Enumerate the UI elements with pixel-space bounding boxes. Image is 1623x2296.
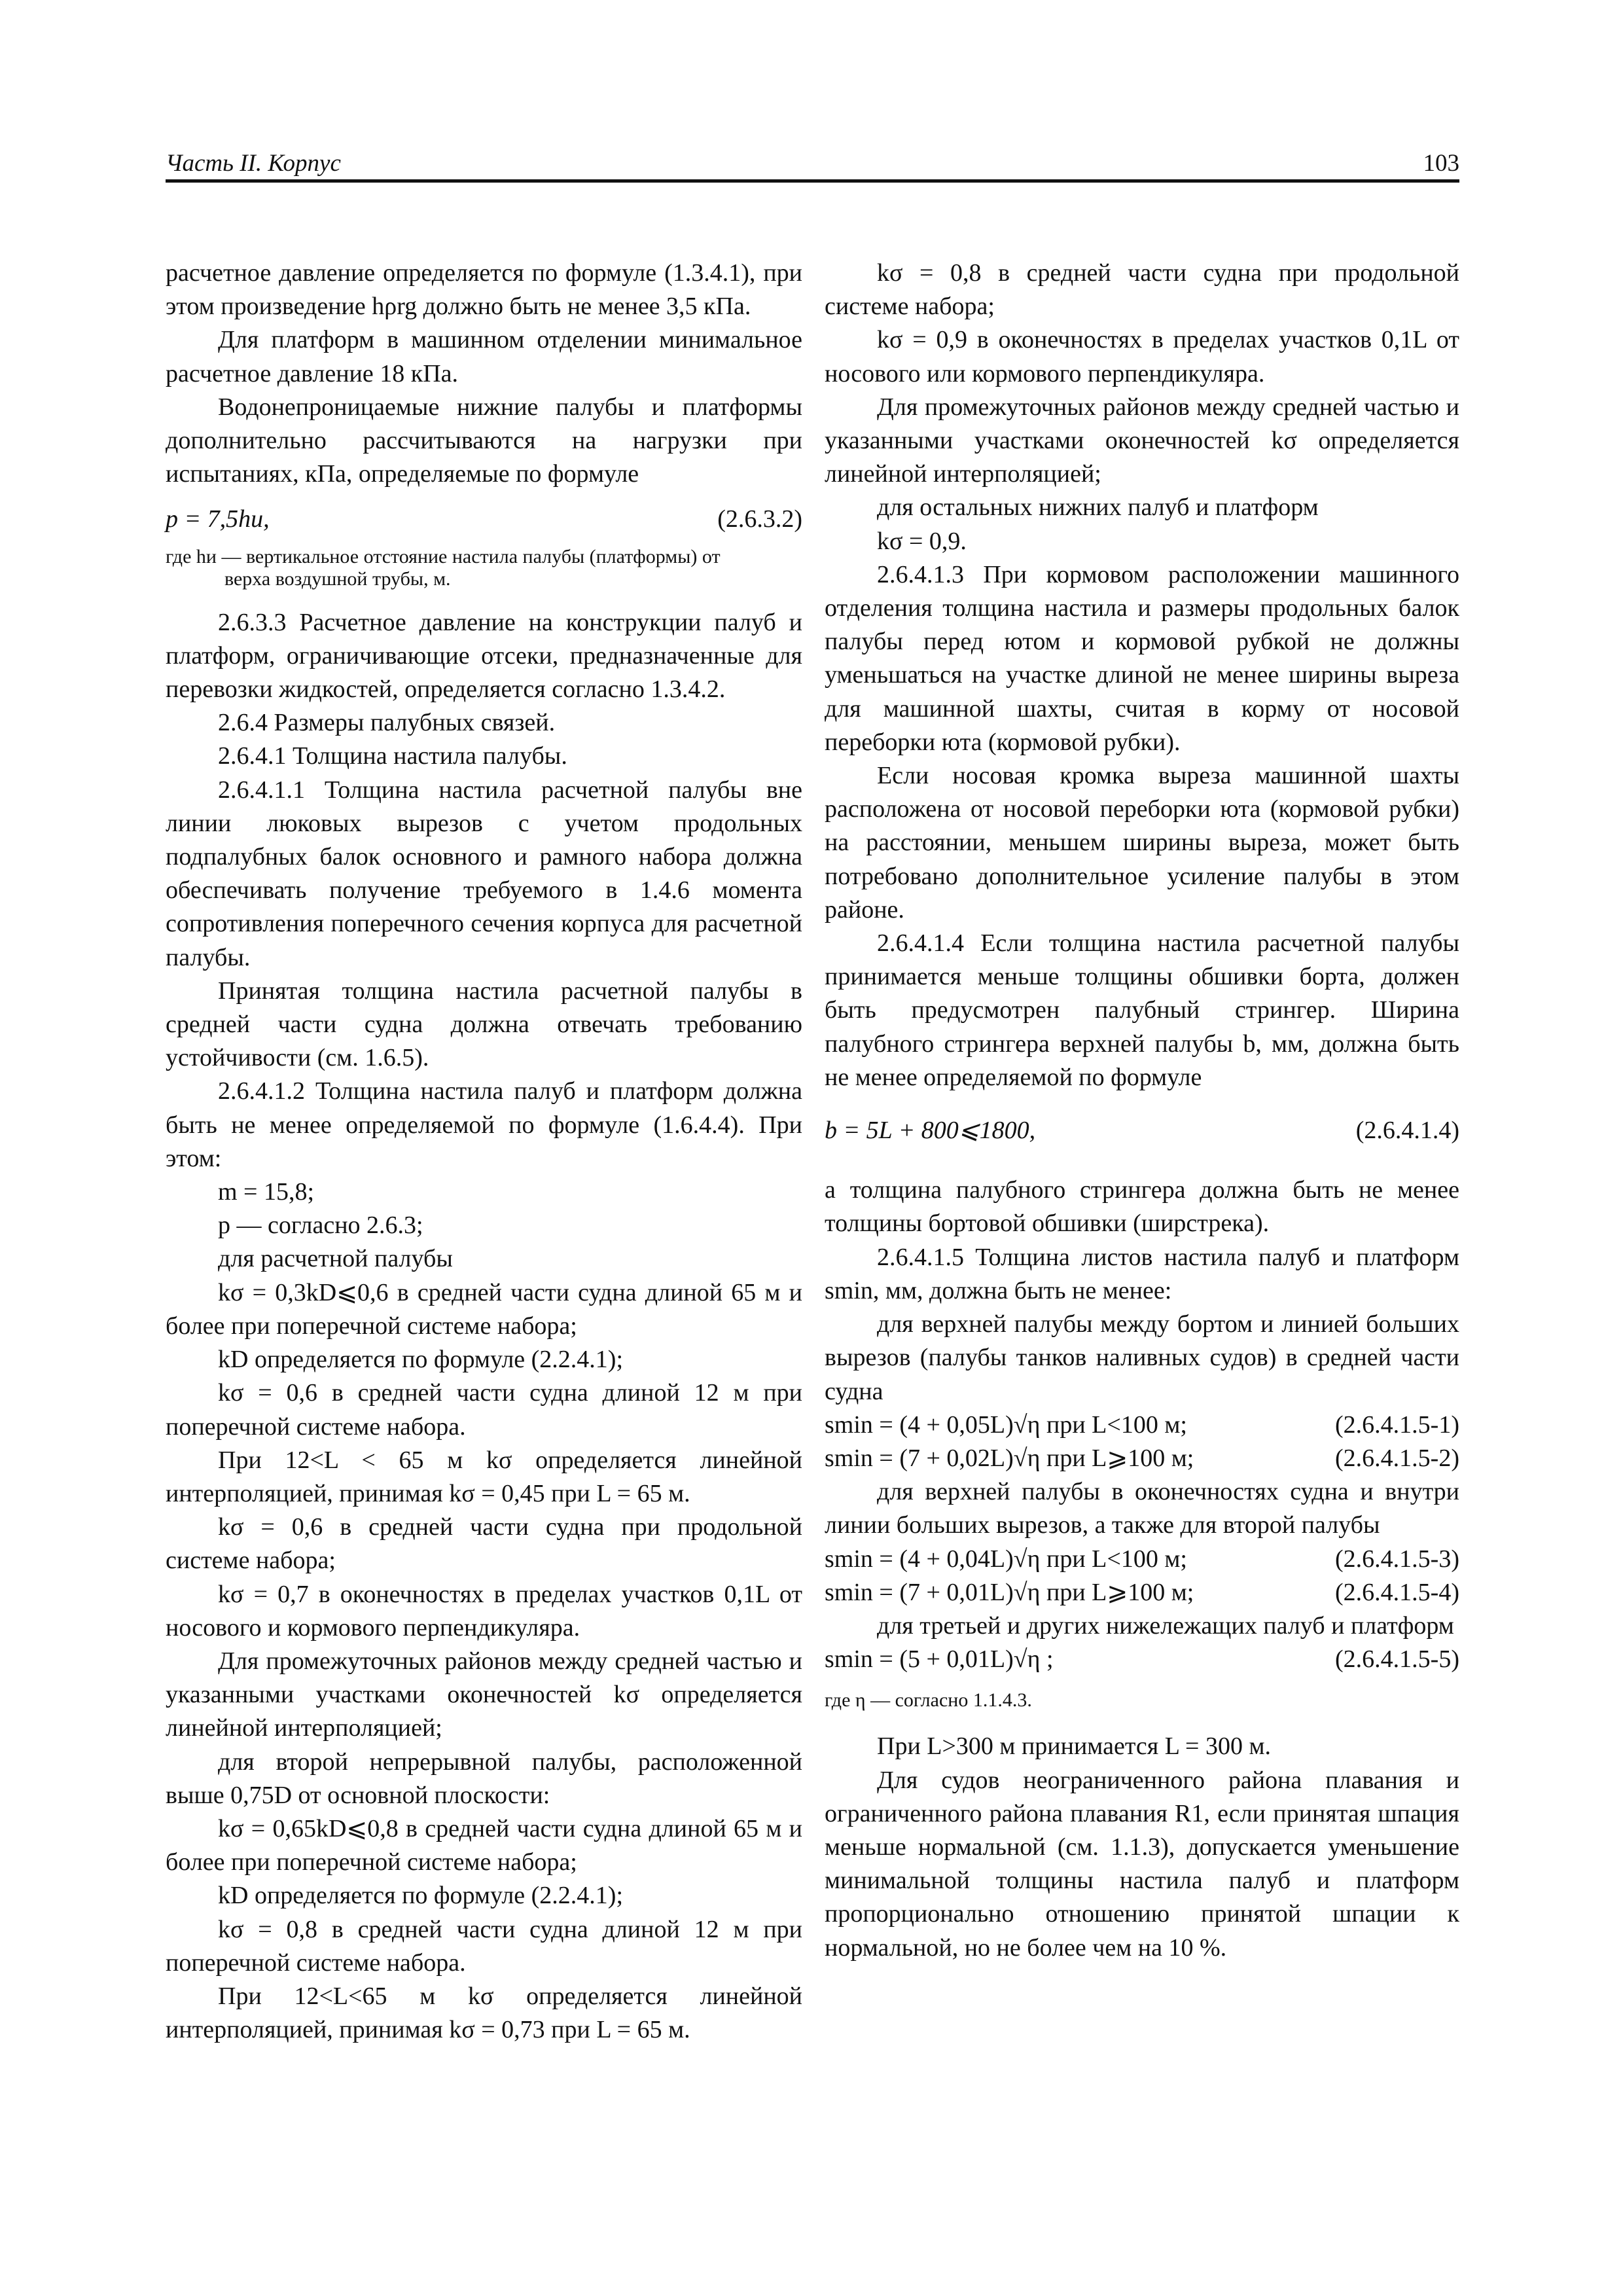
formula-expression: smin = (5 + 0,01L)√η ; [825, 1645, 1054, 1674]
note-line: верха воздушной трубы, м. [224, 567, 451, 590]
paragraph: для остальных нижних палуб и платформ [877, 493, 1319, 522]
paragraph: Если носовая кромка выреза машинной шахты расположена от носовой переборки юта (кормовой рубки) на расстоянии, меньшем ширины выреза, может быть потребовано дополнительное усиление палубы в этом районе. [825, 762, 1459, 924]
paragraph: kD определяется по формуле (2.2.4.1); [218, 1882, 624, 1910]
header-rule [166, 179, 1459, 183]
paragraph: При 12<L < 65 м kσ определяется линейной интерполяцией, принимая kσ = 0,45 при L = 65 м. [166, 1446, 802, 1507]
paragraph: kσ = 0,6 в средней части судна при продольной системе набора; [166, 1513, 802, 1575]
paragraph: kσ = 0,9 в оконечностях в пределах участков 0,1L от носового или кормового перпендикуляра. [825, 326, 1459, 387]
formula [825, 1408, 1459, 1442]
formula [825, 1114, 1459, 1147]
formula-expression: smin = (7 + 0,01L)√η при L⩾100 м; [825, 1578, 1194, 1606]
paragraph: Для промежуточных районов между средней частью и указанными участками оконечностей kσ определяется линейной интерполяцией; [825, 393, 1459, 488]
right-column [825, 257, 1459, 1965]
left-column [166, 257, 802, 2047]
paragraph: Для промежуточных районов между средней частью и указанными участками оконечностей kσ определяется линейной интерполяцией; [166, 1647, 802, 1742]
paragraph: kD определяется по формуле (2.2.4.1); [218, 1346, 624, 1374]
paragraph: Для судов неограниченного района плавания и ограниченного района плавания R1, если принятая шпация меньше нормальной (см. 1.1.3), допускается уменьшение минимальной толщины настила палуб и платформ пропорционально отношению принятой шпации к нормальной, но не более чем на 10 %. [825, 1766, 1459, 1962]
formula-expression: smin = (4 + 0,04L)√η при L<100 м; [825, 1545, 1187, 1573]
paragraph: Водонепроницаемые нижние палубы и платформы дополнительно рассчитываются на нагрузки при испытаниях, кПа, определяемые по формуле [166, 393, 802, 488]
paragraph: kσ = 0,8 в средней части судна длиной 12 м при поперечной системе набора. [166, 1915, 802, 1977]
paragraph: kσ = 0,6 в средней части судна длиной 12 м при поперечной системе набора. [166, 1379, 802, 1441]
paragraph: kσ = 0,65kD⩽0,8 в средней части судна длиной 65 м и более при поперечной системе набора; [166, 1814, 802, 1876]
paragraph: для третьей и других нижележащих палуб и платформ [877, 1611, 1454, 1640]
paragraph: 2.6.4.1.1 Толщина настила расчетной палубы вне линии люковых вырезов с учетом продольных подпалубных балок основного и рамного набора должна обеспечивать получение требуемого в 1.4.6 момента сопротивления поперечного сечения корпуса для расчетной палубы. [166, 776, 802, 971]
formula-expression: p = 7,5hи, [166, 505, 270, 533]
paragraph: m = 15,8; [218, 1178, 315, 1206]
paragraph: для верхней палубы в оконечностях судна и внутри линии больших вырезов, а также для второй палубы [825, 1478, 1459, 1539]
running-header [166, 139, 1459, 178]
formula [825, 1543, 1459, 1576]
formula [825, 1576, 1459, 1609]
formula-expression: smin = (7 + 0,02L)√η при L⩾100 м; [825, 1444, 1194, 1472]
paragraph: Для платформ в машинном отделении минимальное расчетное давление 18 кПа. [166, 326, 802, 387]
paragraph: 2.6.4.1.2 Толщина настила палуб и платформ должна быть не менее определяемой по формуле (1.6.4.4). При этом: [166, 1077, 802, 1172]
page-number: 103 [1423, 150, 1459, 177]
formula-number: (2.6.4.1.5-2) [1335, 1444, 1459, 1472]
formula [825, 1442, 1459, 1475]
paragraph: kσ = 0,7 в оконечностях в пределах участков 0,1L от носового и кормового перпендикуляра. [166, 1580, 802, 1641]
paragraph: 2.6.3.3 Расчетное давление на конструкции палуб и платформ, ограничивающие отсеки, предназначенные для перевозки жидкостей, определяется согласно 1.3.4.2. [166, 608, 802, 704]
note-line: где η — согласно 1.1.4.3. [825, 1689, 1032, 1712]
paragraph: для расчетной палубы [218, 1245, 453, 1273]
paragraph: kσ = 0,9. [877, 527, 967, 555]
formula-expression: b = 5L + 800⩽1800, [825, 1117, 1036, 1145]
note-line: где hи — вертикальное отстояние настила палубы (платформы) от [166, 545, 721, 567]
paragraph: 2.6.4.1.4 Если толщина настила расчетной палубы принимается меньше толщины обшивки борта, должен быть предусмотрен палубный стрингер. Ширина палубного стрингера верхней палубы b, мм, должна быть не менее определяемой по формуле [825, 929, 1459, 1091]
formula-expression: smin = (4 + 0,05L)√η при L<100 м; [825, 1410, 1187, 1439]
formula-number: (2.6.4.1.4) [1355, 1117, 1459, 1145]
formula [825, 1643, 1459, 1676]
paragraph: При 12<L<65 м kσ определяется линейной интерполяцией, принимая kσ = 0,73 при L = 65 м. [166, 1982, 802, 2044]
paragraph: 2.6.4.1.5 Толщина листов настила палуб и платформ smin, мм, должна быть не менее: [825, 1243, 1459, 1304]
header-title: Часть II. Корпус [166, 150, 341, 177]
paragraph: p — согласно 2.6.3; [218, 1211, 423, 1240]
paragraph: kσ = 0,3kD⩽0,6 в средней части судна длиной 65 м и более при поперечной системе набора; [166, 1278, 802, 1340]
paragraph: для верхней палубы между бортом и линией больших вырезов (палубы танков наливных судов) в средней части судна [825, 1310, 1459, 1405]
formula [166, 503, 802, 536]
section-heading: 2.6.4.1 Толщина настила палубы. [218, 742, 567, 770]
formula-number: (2.6.4.1.5-4) [1335, 1578, 1459, 1606]
formula-number: (2.6.3.2) [717, 505, 802, 533]
formula-note [825, 1689, 1459, 1712]
paragraph: Принятая толщина настила расчетной палубы в средней части судна должна отвечать требованию устойчивости (см. 1.6.5). [166, 977, 802, 1072]
paragraph: 2.6.4.1.3 При кормовом расположении машинного отделения толщина настила и размеры продольных балок палубы перед ютом и кормовой рубкой не должны уменьшаться на участке длиной не менее ширины выреза для машинной шахты, считая в корму от носовой переборки юта (кормовой рубки). [825, 560, 1459, 756]
section-heading: 2.6.4 Размеры палубных связей. [218, 709, 556, 737]
paragraph: При L>300 м принимается L = 300 м. [877, 1732, 1272, 1761]
formula-number: (2.6.4.1.5-5) [1335, 1645, 1459, 1674]
formula-note [166, 546, 802, 590]
paragraph: расчетное давление определяется по формуле (1.3.4.1), при этом произведение hρrg должно быть не менее 3,5 кПа. [166, 259, 802, 321]
paragraph: для второй непрерывной палубы, расположенной выше 0,75D от основной плоскости: [166, 1748, 802, 1809]
paragraph: kσ = 0,8 в средней части судна при продольной системе набора; [825, 259, 1459, 321]
formula-number: (2.6.4.1.5-1) [1335, 1410, 1459, 1439]
formula-number: (2.6.4.1.5-3) [1335, 1545, 1459, 1573]
paragraph: а толщина палубного стрингера должна быть не менее толщины бортовой обшивки (ширстрека). [825, 1176, 1459, 1238]
